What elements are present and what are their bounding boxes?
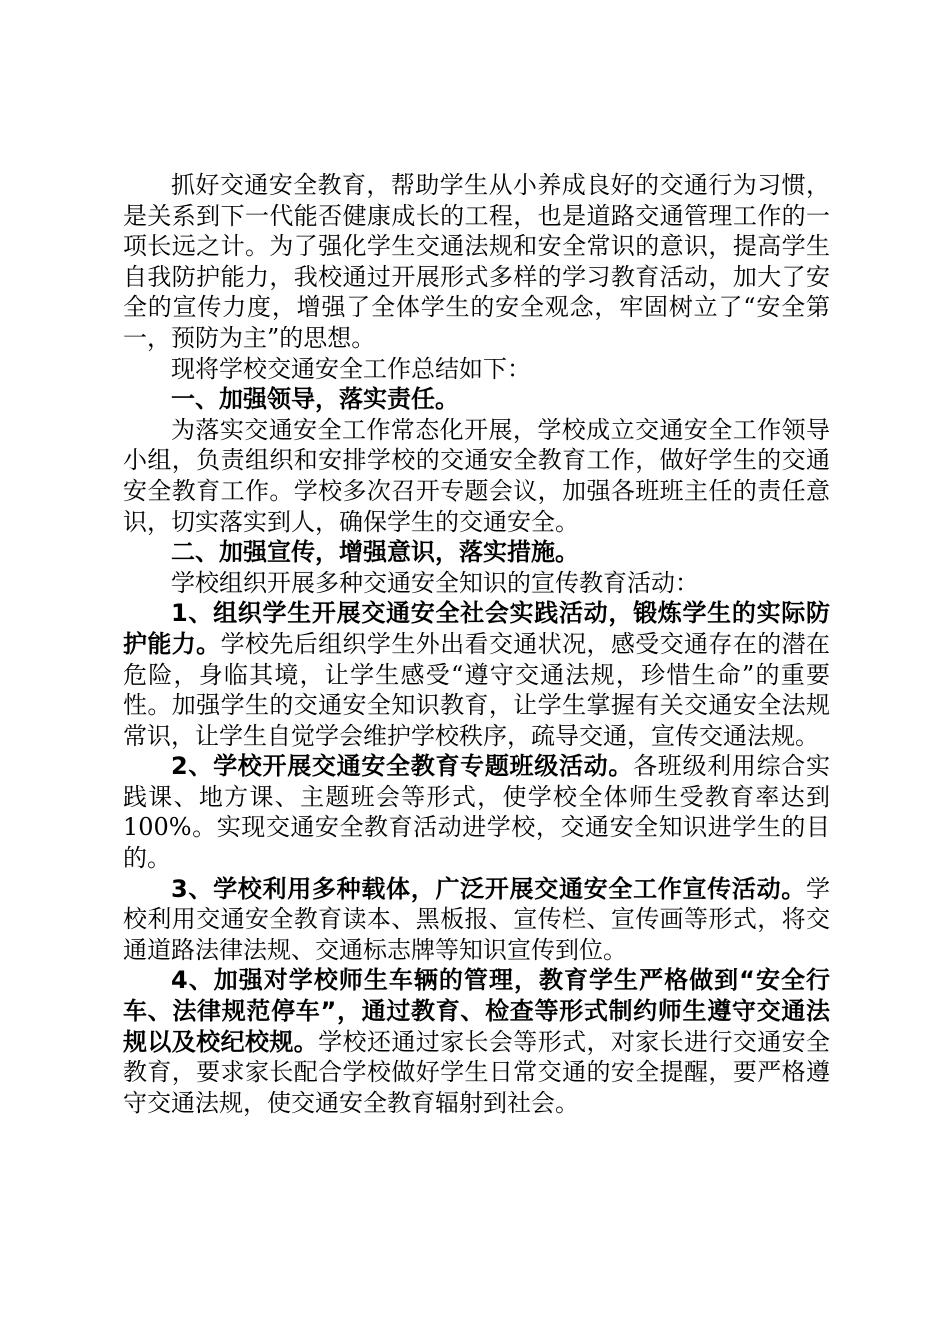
- list-item-2: [123, 751, 830, 873]
- paragraph-text: 为落实交通安全工作常态化开展，学校成立交通安全工作领导小组，负责组织和安排学校的交通安全教育工作，做好学生的交通安全教育工作。学校多次召开专题会议，加强各班班主任的责任意识，切实落实到人，确保学生的交通安全。: [123, 415, 830, 536]
- paragraph-intro: [123, 170, 830, 354]
- paragraph-text: 学校组织开展多种交通安全知识的宣传教育活动：: [171, 568, 699, 597]
- paragraph-summary-lead: [123, 354, 830, 385]
- list-item-text: 学校利用交通安全教育读本、黑板报、宣传栏、宣传画等形式，将交通道路法律法规、交通标志牌等知识宣传到位。: [123, 874, 830, 964]
- list-item-bold-text: 3、学校利用多种载体，广泛开展交通安全工作宣传活动。: [171, 874, 806, 903]
- list-item-bold-text: 1、组织学生开展交通安全社会实践活动，锻炼学生的实际防护能力。: [123, 599, 830, 658]
- paragraph-activities-lead: [123, 568, 830, 599]
- section-heading-1: [123, 384, 830, 415]
- list-item-4: [123, 965, 830, 1118]
- paragraph-text: 现将学校交通安全工作总结如下：: [171, 354, 531, 383]
- list-item-text: 学校还通过家长会等形式，对家长进行交通安全教育，要求家长配合学校做好学生日常交通的安全提醒，要严格遵守交通法规，使交通安全教育辐射到社会。: [123, 1027, 831, 1117]
- paragraph-text: 抓好交通安全教育，帮助学生从小养成良好的交通行为习惯，是关系到下一代能否健康成长的工程，也是道路交通管理工作的一项长远之计。为了强化学生交通法规和安全常识的意识，提高学生自我防护能力，我校通过开展形式多样的学习教育活动，加大了安全的宣传力度，增强了全体学生的安全观念，牢固树立了“安全第一，预防为主”的思想。: [123, 171, 830, 352]
- list-item-3: [123, 874, 830, 966]
- section-heading-text: 一、加强领导，落实责任。: [171, 385, 459, 414]
- list-item-text: 学校先后组织学生外出看交通状况，感受交通存在的潜在危险，身临其境，让学生感受“遵守交通法规，珍惜生命”的重要性。加强学生的交通安全知识教育，让学生掌握有关交通安全法规常识，让学生自觉学会维护学校秩序，疏导交通，宣传交通法规。: [123, 629, 831, 750]
- list-item-text: 各班级利用综合实践课、地方课、主题班会等形式，使学校全体师生受教育率达到100%。实现交通安全教育活动进学校，交通安全知识进学生的目的。: [123, 752, 831, 873]
- paragraph-leadership: [123, 415, 830, 537]
- list-item-1: [123, 598, 830, 751]
- document-body: [123, 170, 830, 1118]
- section-heading-text: 二、加强宣传，增强意识，落实措施。: [171, 538, 579, 567]
- list-item-bold-text: 2、学校开展交通安全教育专题班级活动。: [171, 752, 634, 781]
- section-heading-2: [123, 537, 830, 568]
- list-item-bold-text: 4、加强对学校师生车辆的管理，教育学生严格做到“安全行车、法律规范停车”，通过教育、检查等形式制约师生遵守交通法规以及校纪校规。: [123, 966, 830, 1056]
